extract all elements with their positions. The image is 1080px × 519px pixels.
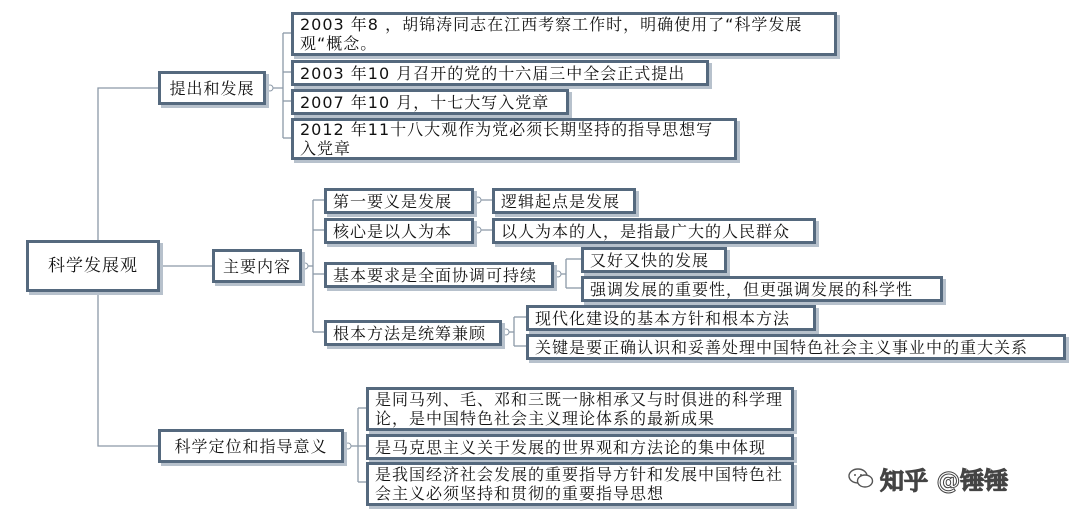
collapse-dot [475, 197, 481, 203]
branch-proposal-label: 提出和发展 [169, 78, 255, 98]
branch-content-label: 主要内容 [222, 256, 291, 276]
collapse-dot [475, 227, 481, 233]
content-detail: 现代化建设的基本方针和根本方法 [526, 305, 816, 331]
proposal-item: 2003 年10 月召开的党的十六届三中全会正式提出 [291, 60, 709, 86]
watermark [848, 458, 1008, 498]
content-detail: 又好又快的发展 [581, 247, 727, 273]
watermark-text: 知乎 @锤锤 [880, 466, 1009, 495]
branch-content [212, 249, 302, 283]
collapse-dot [267, 85, 273, 91]
wechat-icon [848, 467, 874, 489]
content-item: 第一要义是发展 [324, 188, 474, 214]
significance-item: 是马克思主义关于发展的世界观和方法论的集中体现 [366, 434, 794, 460]
content-detail: 关键是要正确认识和妥善处理中国特色社会主义事业中的重大关系 [526, 334, 1066, 360]
content-item: 核心是以人为本 [324, 218, 474, 244]
root-label: 科学发展观 [48, 255, 138, 276]
branch-significance [158, 429, 344, 463]
proposal-item: 2012 年11十八大观作为党必须长期坚持的指导思想写入党章 [291, 118, 737, 160]
content-item: 基本要求是全面协调可持续 [324, 262, 554, 288]
collapse-dot [345, 443, 351, 449]
collapse-dot [503, 329, 509, 335]
significance-item: 是我国经济社会发展的重要指导方针和发展中国特色社会主义必须坚持和贯彻的重要指导思想 [366, 462, 794, 506]
collapse-dot [302, 263, 308, 269]
significance-item: 是同马列、毛、邓和三既一脉相承又与时俱进的科学理论，是中国特色社会主义理论体系的最新成果 [366, 387, 794, 431]
collapse-dot [555, 271, 561, 277]
content-detail: 强调发展的重要性，但更强调发展的科学性 [581, 276, 943, 302]
content-item: 根本方法是统筹兼顾 [324, 320, 502, 346]
branch-significance-label: 科学定位和指导意义 [174, 436, 328, 456]
root-node [26, 240, 160, 292]
proposal-item: 2007 年10 月，十七大写入党章 [291, 89, 569, 115]
proposal-item: 2003 年8 ，胡锦涛同志在江西考察工作时，明确使用了“科学发展观“概念。 [291, 12, 837, 56]
content-detail: 逻辑起点是发展 [492, 188, 636, 214]
branch-proposal [158, 71, 266, 105]
content-detail: 以人为本的人，是指最广大的人民群众 [492, 218, 816, 244]
